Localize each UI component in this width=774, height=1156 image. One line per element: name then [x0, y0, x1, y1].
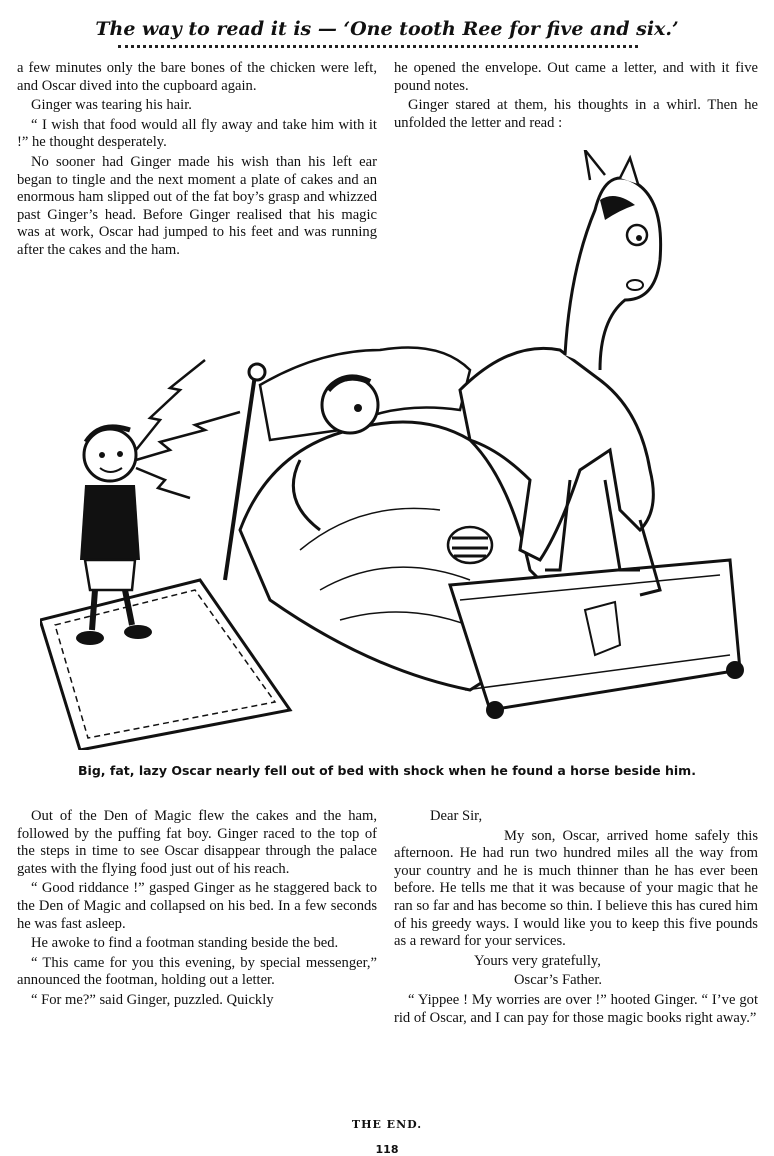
header-rule: [118, 45, 638, 48]
bottom-left-column: [17, 808, 377, 1012]
letter-closing: Yours very gratefully,: [474, 952, 601, 969]
letter-signature: Oscar’s Father.: [514, 972, 603, 989]
letter-salutation: Dear Sir,: [430, 808, 483, 824]
paragraph: Ginger stared at them, his thoughts in a whirl. Then he unfolded the letter and read :: [394, 97, 758, 131]
page-header: The way to read it is — ‘One tooth Ree for five and six.’: [95, 18, 679, 40]
paragraph: “ I wish that food would all fly away and take him with it !” he thought desperately.: [17, 116, 377, 151]
paragraph: “ For me?” said Ginger, puzzled. Quickly: [31, 991, 274, 1008]
paragraph: he opened the envelope. Out came a letter, and with it five pound notes.: [394, 60, 758, 94]
paragraph: “ Good riddance !” gasped Ginger as he staggered back to the Den of Magic and collapsed on his bed. In a few seconds he was fast asleep.: [17, 880, 377, 932]
illustration-caption: Big, fat, lazy Oscar nearly fell out of bed with shock when he found a horse beside him.: [78, 763, 696, 778]
paragraph: a few minutes only the bare bones of the chicken were left, and Oscar dived into the cupboard again.: [17, 60, 377, 94]
paragraph: No sooner had Ginger made his wish than his left ear began to tingle and the next moment a plate of cakes and an enormous ham slipped out of the fat boy’s grasp and whizzed past Ginger’s head. Before Ginger realised that his magic was at work, Oscar had jumped to his feet and was running after the cakes and the ham.: [17, 153, 377, 258]
paragraph: Ginger was tearing his hair.: [31, 97, 192, 114]
illustration-boy-bed-horse: [40, 150, 760, 750]
paragraph: “ Yippee ! My worries are over !” hooted Ginger. “ I’ve got rid of Oscar, and I can pay for those magic books right away.”: [394, 991, 758, 1026]
bottom-right-column: [394, 808, 758, 1029]
page-number: 118: [375, 1143, 399, 1156]
the-end-marker: THE END.: [351, 1118, 423, 1131]
paragraph: “ This came for you this evening, by special messenger,” announced the footman, holding out a letter.: [17, 954, 377, 989]
top-right-column: [394, 60, 758, 134]
paragraph: Out of the Den of Magic flew the cakes and the ham, followed by the puffing fat boy. Ginger raced to the top of the steps in time to see Oscar disappear through the palace gates with the flying food just out of his reach.: [17, 808, 377, 877]
paragraph: He awoke to find a footman standing beside the bed.: [31, 935, 339, 952]
letter-body: My son, Oscar, arrived home safely this afternoon. He had run two hundred miles all the way from your country and he is much thinner than he has ever been before. He tells me that it was because of your magic that he ran so far and has become so thin. I believe this has cured him of his greedy ways. I would like you to keep this five pounds as a reward for your services.: [394, 827, 758, 950]
